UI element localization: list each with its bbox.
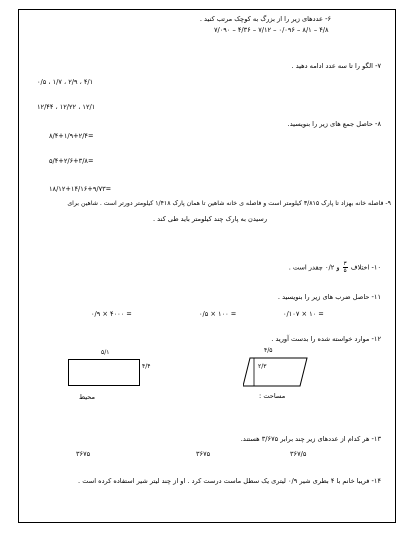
question-7-pattern-2: ۱۲/۴۴ ، ۱۲/۲۲ ، ۱۲/۱ — [37, 103, 96, 111]
question-10 — [289, 261, 381, 274]
question-9-line-2: رسیدن به پارک چند کیلومتر باید طی کند . — [152, 215, 267, 223]
parallelogram-height-label: ۲/۳ — [258, 363, 267, 370]
rectangle-figure — [68, 359, 140, 386]
question-10-fraction — [343, 261, 348, 274]
rectangle-width-label: ۵/۱ — [101, 349, 110, 356]
parallelogram-top-label: ۴/۵ — [264, 347, 273, 354]
question-11-expr-3: ۰/۹ × ۴۰۰۰ = — [91, 310, 132, 318]
question-8-expr-3: ۱۸/۱۲+۱۴/۱۶+۹/۷۳= — [49, 185, 112, 193]
question-13-number-3: ۳۶۷۵ — [76, 450, 91, 458]
perimeter-label: محیط — [79, 393, 96, 401]
parallelogram-figure — [243, 356, 309, 388]
question-7-pattern-1: ۰/۵ ، ۱/۷ ، ۲/۹ ، ۴/۱ — [37, 78, 94, 86]
question-13-number-2: ۳۶۷۵ — [196, 450, 211, 458]
question-14: ۱۴- فریبا خانم با ۴ بطری شیر ۰/۹ لیتری یک سطل ماست درست کرد . او از چند لیتر شیر استفاده کرده است . — [78, 477, 381, 485]
question-8-expr-1: ۸/۴+۱/۹+۲/۴= — [49, 132, 94, 140]
question-6: ۶- عددهای زیر را از بزرگ به کوچک مرتب کنید . — [199, 15, 331, 23]
question-12: ۱۲- موارد خواسته شده را بدست آورید . — [271, 335, 381, 343]
question-10-suffix: و ۰/۲ چقدر است . — [288, 263, 340, 272]
question-6-numbers: ۷/۰۹۰ – ۴/۳۶ – ۷/۱۲ – ۰/۰۹۶ – ۸/۱ – ۴/۸ — [214, 26, 329, 34]
area-label: مساحت : — [259, 392, 286, 400]
fraction-numerator: ۳ — [343, 261, 347, 267]
question-8-expr-2: ۵/۴+۲/۶+۳/۸= — [49, 157, 94, 165]
question-11-expr-2: ۰/۵ × ۱۰۰ = — [199, 310, 237, 318]
question-10-prefix: ۱۰- اختلاف — [350, 263, 381, 272]
worksheet-frame — [18, 9, 396, 523]
question-11: ۱۱- حاصل ضرب های زیر را بنویسید . — [277, 293, 381, 301]
question-13: ۱۳- هر کدام از عددهای زیر چند برابر ۳/۶۷۵ هستند. — [240, 435, 381, 443]
rectangle-height-label: ۴/۴ — [142, 363, 151, 370]
question-11-expr-1: ۰/۱۰۷ × ۱۰ = — [283, 310, 324, 318]
question-7: ۷- الگو را تا سه عدد ادامه دهید . — [291, 62, 381, 70]
question-9-line-1: ۹- فاصله خانه بهزاد تا پارک ۳/۸۱۵ کیلومتر است و فاصله ی خانه شاهین تا همان پارک ۱/۴۱۸ کیلومتر دورتر است . شاهین برای — [67, 200, 391, 207]
question-13-number-1: ۳۶۷/۵ — [290, 450, 307, 458]
fraction-denominator: ۵ — [343, 268, 347, 274]
question-8: ۸- حاصل جمع های زیر را بنویسید. — [287, 120, 381, 128]
